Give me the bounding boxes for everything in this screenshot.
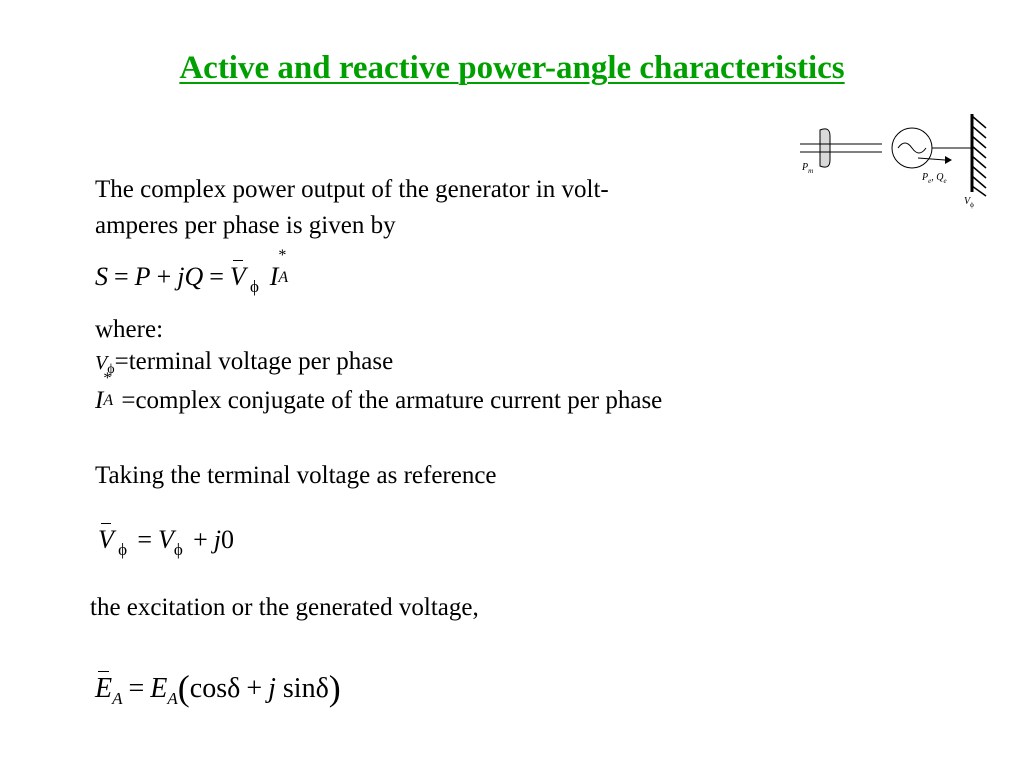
reference-voltage-equation: V $_\phi = V_\phi + j0$ xyxy=(98,525,235,559)
pm-sub: m xyxy=(808,167,814,175)
v-sub: ϕ xyxy=(970,201,974,209)
qe-label: Q xyxy=(936,172,944,183)
pe-sub: e xyxy=(928,177,932,185)
svg-text:Vϕ xyxy=(964,196,974,209)
reference-text: Taking the terminal voltage as reference xyxy=(95,462,497,489)
pe-label: P xyxy=(922,172,929,183)
definition-vphi: Vϕ=terminal voltage per phase xyxy=(95,348,394,377)
generator-diagram xyxy=(790,108,1000,218)
svg-text:Pm xyxy=(801,162,813,175)
power-arrow-head xyxy=(945,156,952,164)
bus-hatch xyxy=(972,116,986,196)
intro-paragraph xyxy=(95,172,609,244)
v-label: V xyxy=(964,196,971,207)
definition-ia: I * A =complex conjugate of the armature current per phase xyxy=(95,370,663,414)
definition-vphi-text: terminal voltage per phase xyxy=(128,348,394,375)
slide-title: Active and reactive power-angle characteristics xyxy=(179,50,845,86)
intro-line-1: The complex power output of the generator in volt- xyxy=(95,176,609,203)
qe-sub: e xyxy=(943,177,947,185)
turbine-icon xyxy=(820,129,830,167)
svg-text:Pe, Qe: $P_e$, $Q_e$ xyxy=(922,172,947,185)
intro-line-2: amperes per phase is given by xyxy=(95,212,396,239)
definition-ia-text: complex conjugate of the armature current per phase xyxy=(135,387,663,414)
where-label: where: xyxy=(95,316,164,343)
excitation-text: the excitation or the generated voltage, xyxy=(90,594,479,621)
pm-label: P xyxy=(802,162,809,173)
excitation-voltage-equation: $E_A = E_A(\cos\delta + j$ sinδ) xyxy=(95,668,341,708)
complex-power-equation: S = P + jQ = V $_\phi$ I * A xyxy=(95,247,289,296)
